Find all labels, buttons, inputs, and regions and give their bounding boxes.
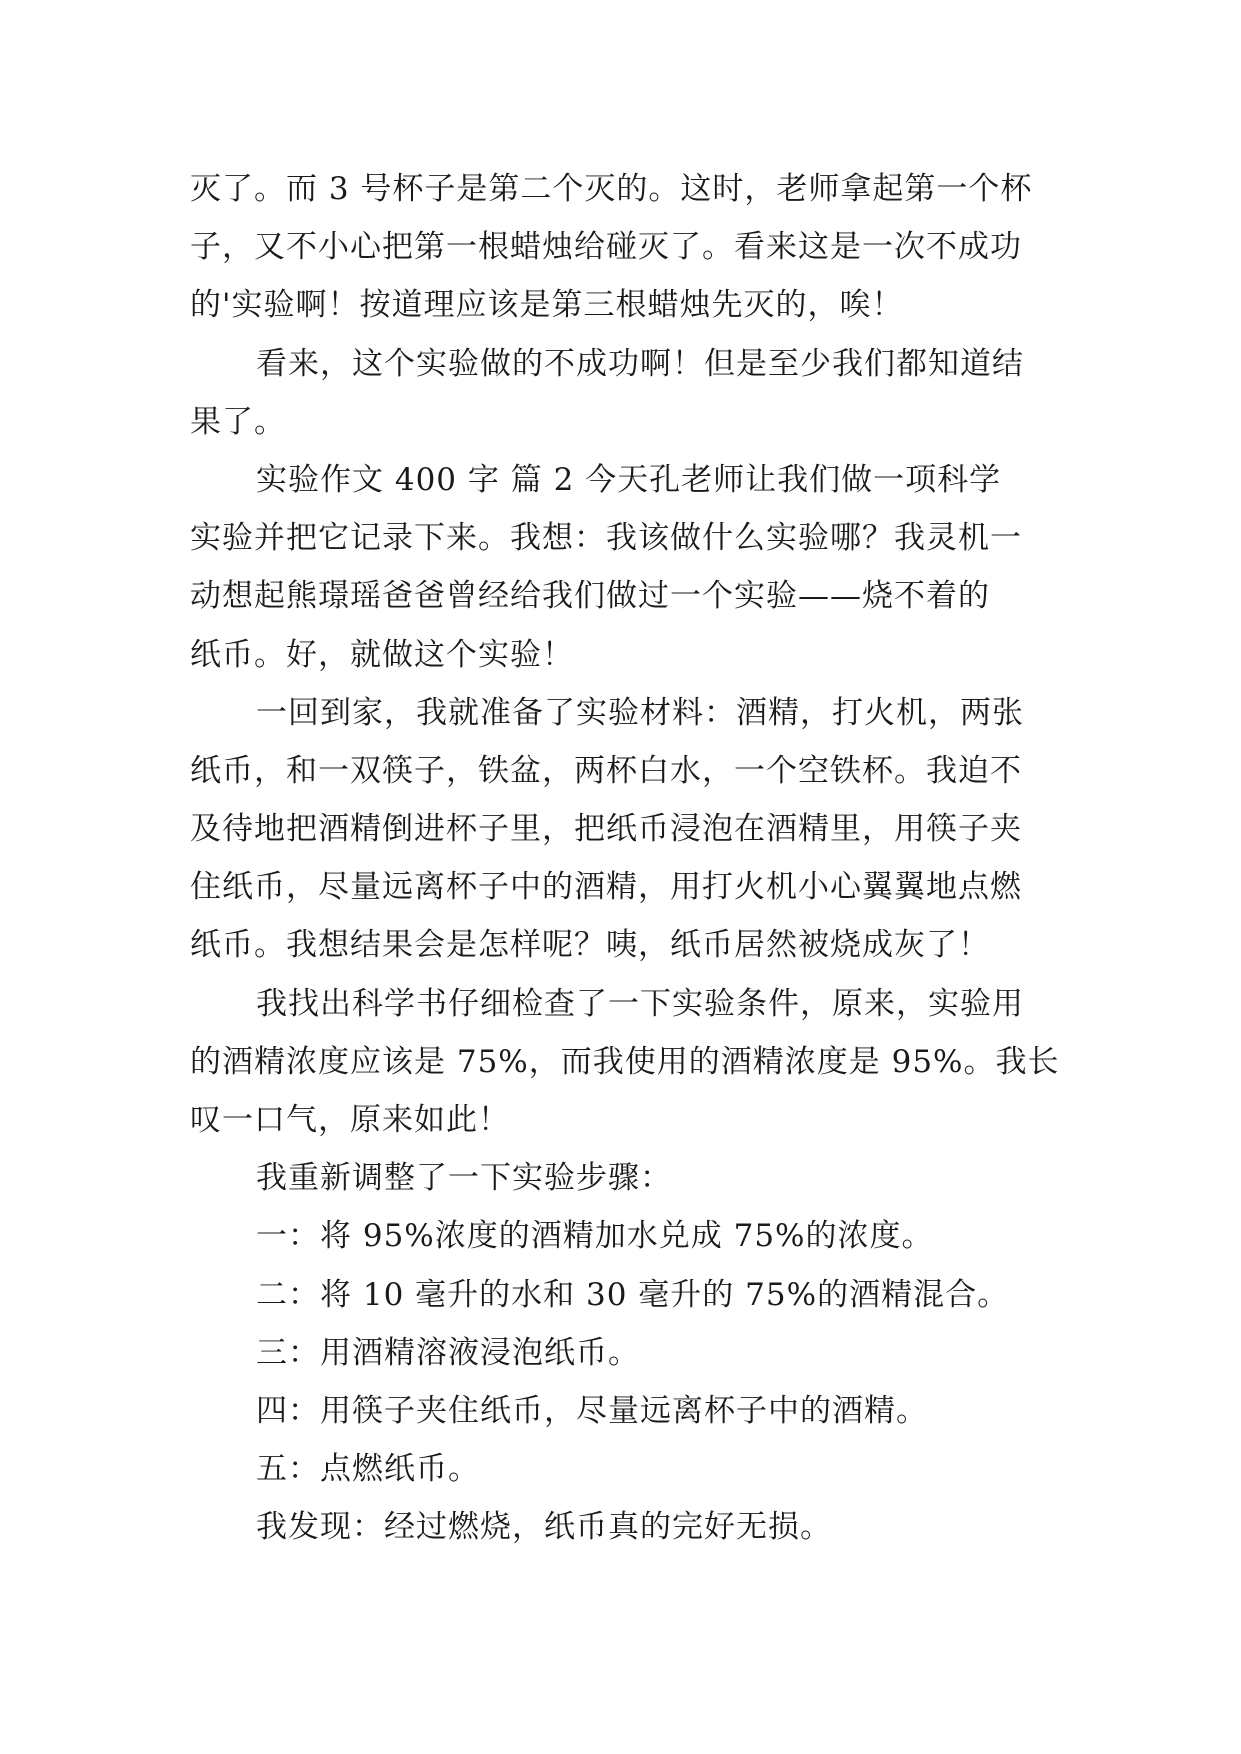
text-line: 我发现：经过燃烧，纸币真的完好无损。 [256,1509,832,1546]
text-line: 的酒精浓度应该是 75%，而我使用的酒精浓度是 95%。我长 [190,1043,1060,1080]
text-line: 及待地把酒精倒进杯子里，把纸币浸泡在酒精里，用筷子夹 [190,811,1022,848]
text-line: 动想起熊璟瑶爸爸曾经给我们做过一个实验——烧不着的 [190,578,990,615]
step-line: 五：点燃纸币。 [256,1451,480,1488]
text-line: 住纸币，尽量远离杯子中的酒精，用打火机小心翼翼地点燃 [190,869,1022,906]
text-line: 果了。 [190,403,286,440]
text-line: 子，又不小心把第一根蜡烛给碰灭了。看来这是一次不成功 [190,229,1022,266]
step-line: 一：将 95%浓度的酒精加水兑成 75%的浓度。 [256,1218,934,1255]
text-line: 我重新调整了一下实验步骤： [256,1160,672,1197]
text-line: 纸币。我想结果会是怎样呢？咦，纸币居然被烧成灰了！ [190,927,990,964]
text-line: 叹一口气，原来如此！ [190,1102,510,1138]
article-body [190,160,1060,1557]
text-line: 看来，这个实验做的不成功啊！但是至少我们都知道结 [256,345,1024,382]
section-heading-line: 实验作文 400 字 篇 2 今天孔老师让我们做一项科学 [256,461,1002,498]
step-line: 二：将 10 毫升的水和 30 毫升的 75%的酒精混合。 [256,1276,1010,1313]
text-line: 的'实验啊！按道理应该是第三根蜡烛先灭的，唉！ [190,287,904,324]
text-line: 我找出科学书仔细检查了一下实验条件，原来，实验用 [256,985,1024,1022]
step-line: 四：用筷子夹住纸币，尽量远离杯子中的酒精。 [256,1392,928,1429]
text-line: 实验并把它记录下来。我想：我该做什么实验哪？我灵机一 [190,520,1022,557]
text-line: 灭了。而 3 号杯子是第二个灭的。这时，老师拿起第一个杯 [190,171,1033,207]
step-line: 三：用酒精溶液浸泡纸币。 [256,1334,640,1371]
text-line: 纸币。好，就做这个实验！ [190,636,574,673]
text-line: 纸币，和一双筷子，铁盆，两杯白水，一个空铁杯。我迫不 [190,752,1022,789]
text-line: 一回到家，我就准备了实验材料：酒精，打火机，两张 [256,694,1024,731]
